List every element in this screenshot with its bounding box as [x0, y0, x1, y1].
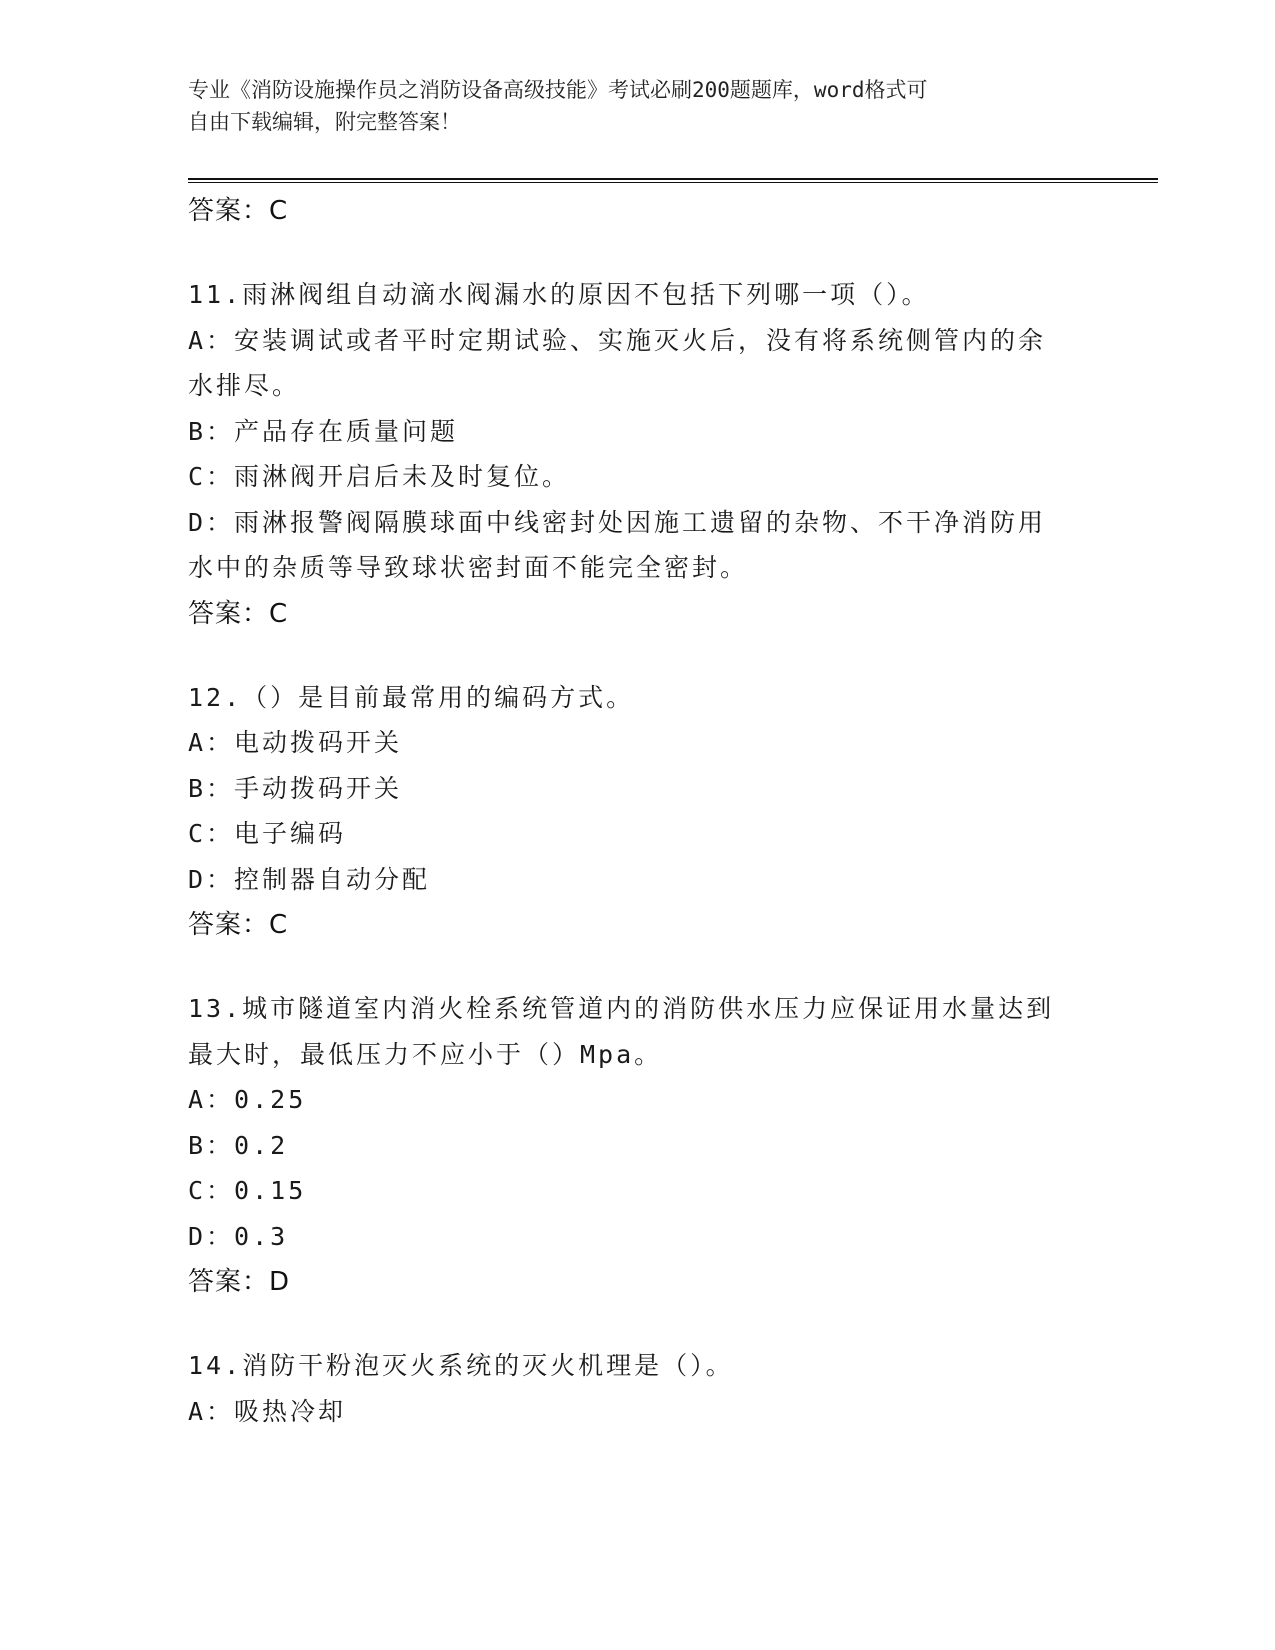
- question-stem: 12.（）是目前最常用的编码方式。: [188, 682, 635, 712]
- header-line-1: 专业《消防设施操作员之消防设备高级技能》考试必刷200题题库，word格式可: [188, 78, 928, 102]
- option-line: A：0.25: [188, 1085, 307, 1114]
- option-line: A：电动拨码开关: [188, 728, 403, 757]
- option-line: C：0.15: [188, 1176, 307, 1205]
- option-line: 水排尽。: [188, 371, 301, 400]
- question-block: [188, 1343, 1088, 1434]
- questions-container: [188, 272, 1088, 1434]
- header-rule-thin: [188, 182, 1158, 183]
- option-line: B：0.2: [188, 1130, 289, 1160]
- answer-line: 答案：C: [188, 196, 289, 226]
- option-line: A：安装调试或者平时定期试验、实施灭火后，没有将系统侧管内的余: [188, 325, 1047, 355]
- header-line-2: 自由下载编辑，附完整答案！: [188, 110, 461, 134]
- option-line: C：雨淋阀开启后未及时复位。: [188, 462, 571, 491]
- question-stem: 11.雨淋阀组自动滴水阀漏水的原因不包括下列哪一项（）。: [188, 280, 930, 309]
- option-line: D：雨淋报警阀隔膜球面中线密封处因施工遗留的杂物、不干净消防用: [188, 507, 1047, 537]
- option-line: A：吸热冷却: [188, 1396, 347, 1426]
- question-list: [188, 188, 1088, 1434]
- question-block: [188, 272, 1088, 637]
- option-line: D：控制器自动分配: [188, 864, 431, 894]
- question-block: [188, 986, 1088, 1305]
- option-line: B：手动拨码开关: [188, 773, 403, 803]
- document-header: [188, 74, 1068, 138]
- answer-line: 答案：D: [188, 1267, 291, 1297]
- answer-line: 答案：C: [188, 598, 289, 629]
- option-line: B：产品存在质量问题: [188, 416, 459, 446]
- header-rule-thick: [188, 178, 1158, 180]
- question-block: [188, 675, 1088, 949]
- option-line: 水中的杂质等导致球状密封面不能完全密封。: [188, 553, 749, 582]
- question-stem: 最大时，最低压力不应小于（）Mpa。: [188, 1039, 663, 1069]
- question-stem: 13.城市隧道室内消火栓系统管道内的消防供水压力应保证用水量达到: [188, 994, 1055, 1023]
- question-stem: 14.消防干粉泡灭火系统的灭火机理是（）。: [188, 1351, 734, 1380]
- answer-line: 答案：C: [188, 910, 289, 940]
- option-line: C：电子编码: [188, 819, 347, 848]
- option-line: D：0.3: [188, 1221, 289, 1251]
